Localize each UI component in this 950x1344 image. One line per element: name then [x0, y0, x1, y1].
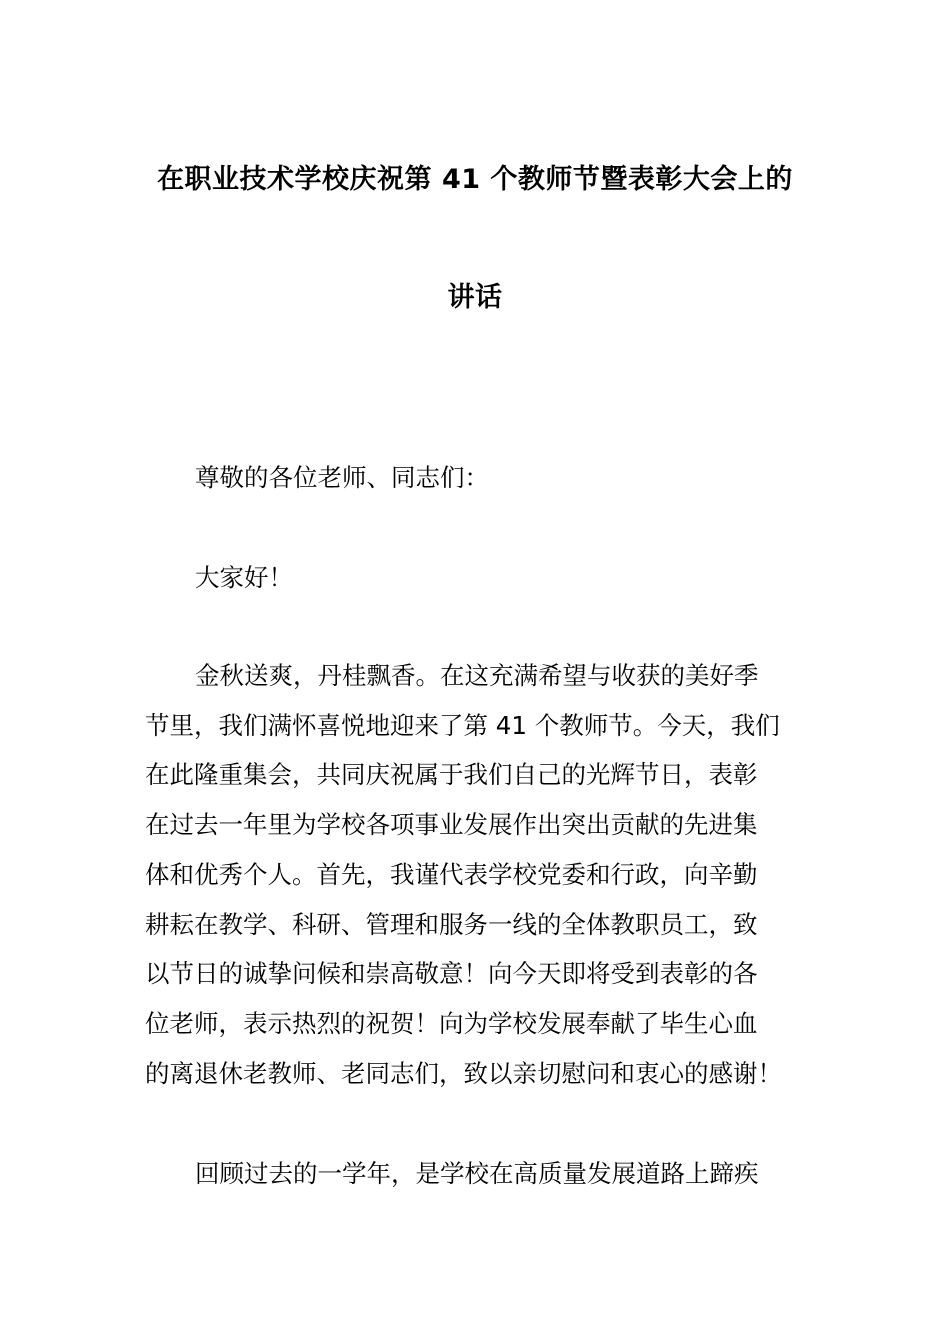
paragraph-1-line: 的离退休老教师、老同志们，致以亲切慰问和衷心的感谢！ [145, 1058, 782, 1088]
paragraph-1-line: 体和优秀个人。首先，我谨代表学校党委和行政，向辛勤 [145, 859, 758, 889]
paragraph-1-line: 金秋送爽，丹桂飘香。在这充满希望与收获的美好季 [195, 661, 759, 690]
paragraph-1-line: 在此隆重集会，共同庆祝属于我们自己的光辉节日，表彰 [145, 760, 758, 790]
paragraph-1-line: 节里，我们满怀喜悦地迎来了第 41 个教师节。今天，我们 [145, 710, 780, 740]
document-title-line-1: 在职业技术学校庆祝第 41 个教师节暨表彰大会上的 [157, 164, 793, 195]
paragraph-1-line: 位老师，表示热烈的祝贺！向为学校发展奉献了毕生心血 [145, 1008, 758, 1038]
paragraph-1-line: 在过去一年里为学校各项事业发展作出突出贡献的先进集 [145, 810, 758, 840]
paragraph-1-line: 耕耘在教学、科研、管理和服务一线的全体教职员工，致 [145, 909, 758, 939]
salutation: 尊敬的各位老师、同志们： [195, 463, 489, 492]
paragraph-2 [145, 1149, 810, 1199]
paragraph-1 [145, 651, 810, 1098]
paragraph-1-line: 以节日的诚挚问候和崇高敬意！向今天即将受到表彰的各 [145, 959, 758, 989]
paragraph-2-line: 回顾过去的一学年，是学校在高质量发展道路上蹄疾 [195, 1159, 759, 1188]
greeting: 大家好！ [195, 563, 293, 592]
document-title-line-2: 讲话 [447, 282, 503, 313]
